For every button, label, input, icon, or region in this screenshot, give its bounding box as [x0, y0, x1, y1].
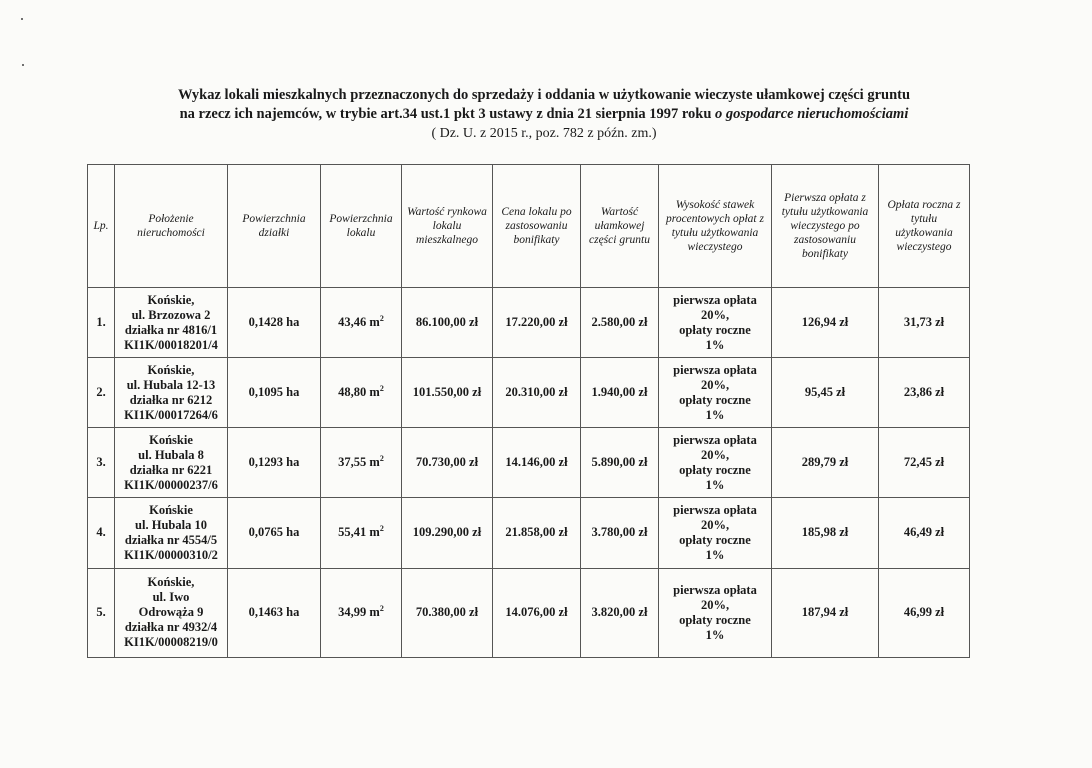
header-location: Położenie nieruchomości	[115, 165, 228, 288]
cell-market-value: 109.290,00 zł	[402, 498, 493, 568]
cell-unit-area	[321, 288, 402, 358]
cell-land-share: 3.780,00 zł	[581, 498, 659, 568]
location-line: KI1K/00017264/6	[124, 407, 218, 422]
fee-rate-line: opłaty roczne	[679, 462, 751, 477]
cell-discounted-price: 14.076,00 zł	[493, 568, 581, 658]
cell-location	[115, 288, 228, 358]
cell-location	[115, 498, 228, 568]
unit-area-value: 55,41	[338, 525, 367, 540]
location-line: KI1K/00000310/2	[124, 547, 218, 562]
unit-area-unit: m	[369, 315, 380, 330]
fee-rate-line: 1%	[705, 477, 725, 492]
cell-unit-area	[321, 498, 402, 568]
cell-location	[115, 428, 228, 498]
scan-speck	[21, 18, 23, 20]
table-body	[88, 288, 970, 658]
table-row	[88, 498, 970, 568]
cell-unit-area	[321, 428, 402, 498]
cell-location	[115, 358, 228, 428]
fee-rate-line: 20%,	[700, 307, 730, 322]
cell-fee-rates	[659, 428, 772, 498]
title-line-3: ( Dz. U. z 2015 r., poz. 782 z późn. zm.)	[431, 126, 657, 141]
cell-annual-fee: 31,73 zł	[879, 288, 970, 358]
document-title	[100, 86, 988, 143]
location-line: Końskie	[149, 432, 193, 447]
location-line: działka nr 4816/1	[124, 322, 218, 337]
fee-rate-line: opłaty roczne	[679, 392, 751, 407]
location-line: KI1K/00000237/6	[124, 477, 218, 492]
cell-discounted-price: 20.310,00 zł	[493, 358, 581, 428]
cell-market-value: 86.100,00 zł	[402, 288, 493, 358]
fee-rate-line: 20%,	[700, 377, 730, 392]
header-land-share: Wartość ułamkowej części gruntu	[581, 165, 659, 288]
cell-plot-area: 0,1463 ha	[228, 568, 321, 658]
cell-lp: 5.	[88, 568, 115, 658]
location-line: ul. Hubala 12-13	[126, 377, 216, 392]
cell-annual-fee: 72,45 zł	[879, 428, 970, 498]
cell-market-value: 70.380,00 zł	[402, 568, 493, 658]
header-fee-rates: Wysokość stawek procentowych opłat z tytułu użytkowania wieczystego	[659, 165, 772, 288]
cell-unit-area	[321, 358, 402, 428]
cell-first-fee: 187,94 zł	[772, 568, 879, 658]
scan-speck	[22, 64, 24, 66]
cell-first-fee: 289,79 zł	[772, 428, 879, 498]
cell-fee-rates	[659, 358, 772, 428]
cell-lp: 4.	[88, 498, 115, 568]
location-line: Końskie	[149, 502, 193, 517]
unit-area-value: 34,99	[338, 605, 367, 620]
unit-area-exponent: 2	[379, 604, 384, 614]
cell-annual-fee: 46,49 zł	[879, 498, 970, 568]
fee-rate-line: pierwsza opłata	[673, 362, 757, 377]
cell-first-fee: 126,94 zł	[772, 288, 879, 358]
cell-discounted-price: 14.146,00 zł	[493, 428, 581, 498]
cell-first-fee: 185,98 zł	[772, 498, 879, 568]
header-annual-fee: Opłata roczna z tytułu użytkowania wieczystego	[879, 165, 970, 288]
cell-plot-area: 0,1428 ha	[228, 288, 321, 358]
header-market-value: Wartość rynkowa lokalu mieszkalnego	[402, 165, 493, 288]
location-line: ul. Hubala 10	[135, 517, 207, 532]
unit-area-exponent: 2	[379, 454, 384, 464]
cell-land-share: 5.890,00 zł	[581, 428, 659, 498]
location-line: KI1K/00018201/4	[124, 337, 218, 352]
header-lp: Lp.	[88, 165, 115, 288]
cell-fee-rates	[659, 288, 772, 358]
cell-market-value: 70.730,00 zł	[402, 428, 493, 498]
fee-rate-line: pierwsza opłata	[673, 502, 757, 517]
location-line: działka nr 4932/4	[124, 620, 218, 635]
cell-lp: 3.	[88, 428, 115, 498]
fee-rate-line: opłaty roczne	[679, 612, 751, 627]
location-line: ul. Hubala 8	[138, 447, 204, 462]
cell-land-share: 1.940,00 zł	[581, 358, 659, 428]
unit-area-exponent: 2	[379, 313, 384, 323]
cell-annual-fee: 46,99 zł	[879, 568, 970, 658]
cell-land-share: 2.580,00 zł	[581, 288, 659, 358]
header-unit-area: Powierzchnia lokalu	[321, 165, 402, 288]
location-line: Odrowąża 9	[138, 605, 204, 620]
table-row	[88, 568, 970, 658]
location-line: działka nr 6221	[129, 462, 213, 477]
fee-rate-line: 1%	[705, 337, 725, 352]
location-line: Końskie,	[147, 575, 195, 590]
cell-plot-area: 0,1095 ha	[228, 358, 321, 428]
fee-rate-line: 1%	[705, 627, 725, 642]
header-discounted-price: Cena lokalu po zastosowaniu bonifikaty	[493, 165, 581, 288]
unit-area-value: 43,46	[338, 315, 367, 330]
header-first-fee: Pierwsza opłata z tytułu użytkowania wieczystego po zastosowaniu bonifikaty	[772, 165, 879, 288]
cell-first-fee: 95,45 zł	[772, 358, 879, 428]
cell-market-value: 101.550,00 zł	[402, 358, 493, 428]
header-plot-area: Powierzchnia działki	[228, 165, 321, 288]
cell-lp: 1.	[88, 288, 115, 358]
fee-rate-line: pierwsza opłata	[673, 292, 757, 307]
cell-unit-area	[321, 568, 402, 658]
location-line: działka nr 4554/5	[124, 532, 218, 547]
unit-area-unit: m	[369, 605, 380, 620]
unit-area-exponent: 2	[379, 384, 384, 394]
cell-location	[115, 568, 228, 658]
fee-rate-line: opłaty roczne	[679, 532, 751, 547]
cell-lp: 2.	[88, 358, 115, 428]
cell-plot-area: 0,0765 ha	[228, 498, 321, 568]
table-header-row	[88, 165, 970, 288]
unit-area-unit: m	[369, 385, 380, 400]
fee-rate-line: 1%	[705, 407, 725, 422]
properties-table	[87, 164, 970, 658]
cell-discounted-price: 17.220,00 zł	[493, 288, 581, 358]
table-row	[88, 358, 970, 428]
location-line: działka nr 6212	[129, 392, 213, 407]
fee-rate-line: pierwsza opłata	[673, 582, 757, 597]
location-line: ul. Iwo	[152, 590, 190, 605]
fee-rate-line: opłaty roczne	[679, 322, 751, 337]
fee-rate-line: 20%,	[700, 517, 730, 532]
location-line: ul. Brzozowa 2	[131, 307, 211, 322]
cell-plot-area: 0,1293 ha	[228, 428, 321, 498]
title-line-2-italic: o gospodarce nieruchomościami	[715, 106, 909, 122]
cell-fee-rates	[659, 568, 772, 658]
location-line: Końskie,	[147, 362, 195, 377]
location-line: Końskie,	[147, 292, 195, 307]
location-line: KI1K/00008219/0	[124, 635, 218, 650]
unit-area-unit: m	[369, 455, 380, 470]
cell-land-share: 3.820,00 zł	[581, 568, 659, 658]
cell-annual-fee: 23,86 zł	[879, 358, 970, 428]
unit-area-value: 37,55	[338, 455, 367, 470]
unit-area-unit: m	[369, 525, 380, 540]
unit-area-value: 48,80	[338, 385, 367, 400]
unit-area-exponent: 2	[379, 524, 384, 534]
fee-rate-line: pierwsza opłata	[673, 432, 757, 447]
title-line-2-text: na rzecz ich najemców, w trybie art.34 ust.1 pkt 3 ustawy z dnia 21 sierpnia 1997 roku	[179, 106, 716, 122]
cell-fee-rates	[659, 498, 772, 568]
cell-discounted-price: 21.858,00 zł	[493, 498, 581, 568]
title-line-1: Wykaz lokali mieszkalnych przeznaczonych do sprzedaży i oddania w użytkowanie wieczyste ułamkowej części gruntu	[177, 87, 911, 103]
fee-rate-line: 20%,	[700, 447, 730, 462]
title-line-2	[100, 105, 988, 124]
table-row	[88, 288, 970, 358]
fee-rate-line: 1%	[705, 547, 725, 562]
fee-rate-line: 20%,	[700, 597, 730, 612]
table-row	[88, 428, 970, 498]
